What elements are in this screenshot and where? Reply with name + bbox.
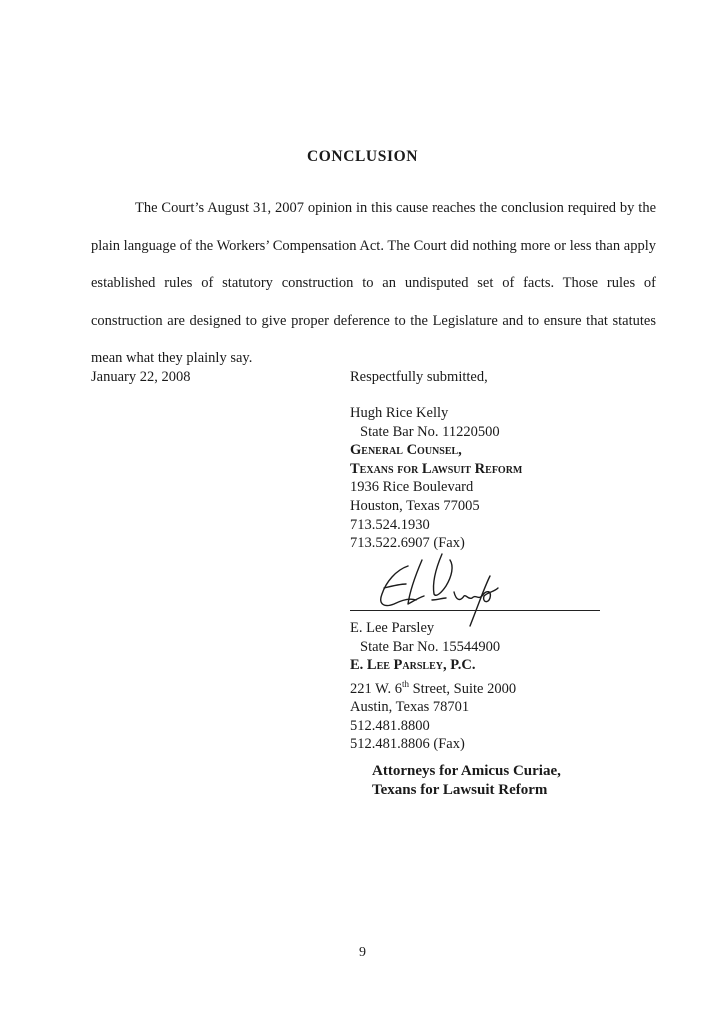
counsel-title: General Counsel, (350, 442, 462, 459)
conclusion-paragraph (91, 190, 656, 378)
attorneys-line-1: Attorneys for Amicus Curiae, (372, 763, 561, 779)
address-line-2: Austin, Texas 78701 (350, 699, 470, 716)
conclusion-text: The Court’s August 31, 2007 opinion in this cause reaches the conclusion required by the plain language of the Workers’ Compensation Act. The Court did nothing more or less than apply established rules of statutory construction to an undisputed set of facts. Those rules of construction are designed to give proper deference to the Legislature and to ensure that statutes mean what they plainly say. (91, 200, 656, 366)
section-heading: CONCLUSION (306, 148, 419, 165)
address-line-1: 1936 Rice Boulevard (350, 479, 474, 496)
fax-number: 713.522.6907 (Fax) (350, 535, 465, 552)
counsel-block-kelly (350, 404, 522, 553)
attorneys-designation (372, 762, 561, 800)
firm-name: E. Lee Parsley, P.C. (350, 657, 476, 674)
counsel-block-parsley (350, 619, 516, 754)
counsel-name: E. Lee Parsley (350, 620, 435, 636)
counsel-organization: Texans for Lawsuit Reform (350, 460, 523, 477)
bar-number: State Bar No. 11220500 (360, 423, 500, 440)
fax-number: 512.481.8806 (Fax) (350, 736, 465, 753)
closing-line: Respectfully submitted, (350, 369, 488, 385)
counsel-name: Hugh Rice Kelly (350, 405, 449, 421)
filing-date: January 22, 2008 (91, 369, 191, 385)
phone-number: 713.524.1930 (350, 516, 430, 533)
address-line-2: Houston, Texas 77005 (350, 497, 480, 514)
page-number: 9 (359, 945, 366, 960)
phone-number: 512.481.8800 (350, 717, 430, 734)
attorneys-line-2: Texans for Lawsuit Reform (372, 782, 548, 798)
bar-number: State Bar No. 15544900 (360, 638, 501, 655)
signature-line (350, 610, 600, 611)
address-line-1: 221 W. 6th Street, Suite 2000 (350, 678, 517, 697)
handwritten-signature (372, 548, 522, 628)
